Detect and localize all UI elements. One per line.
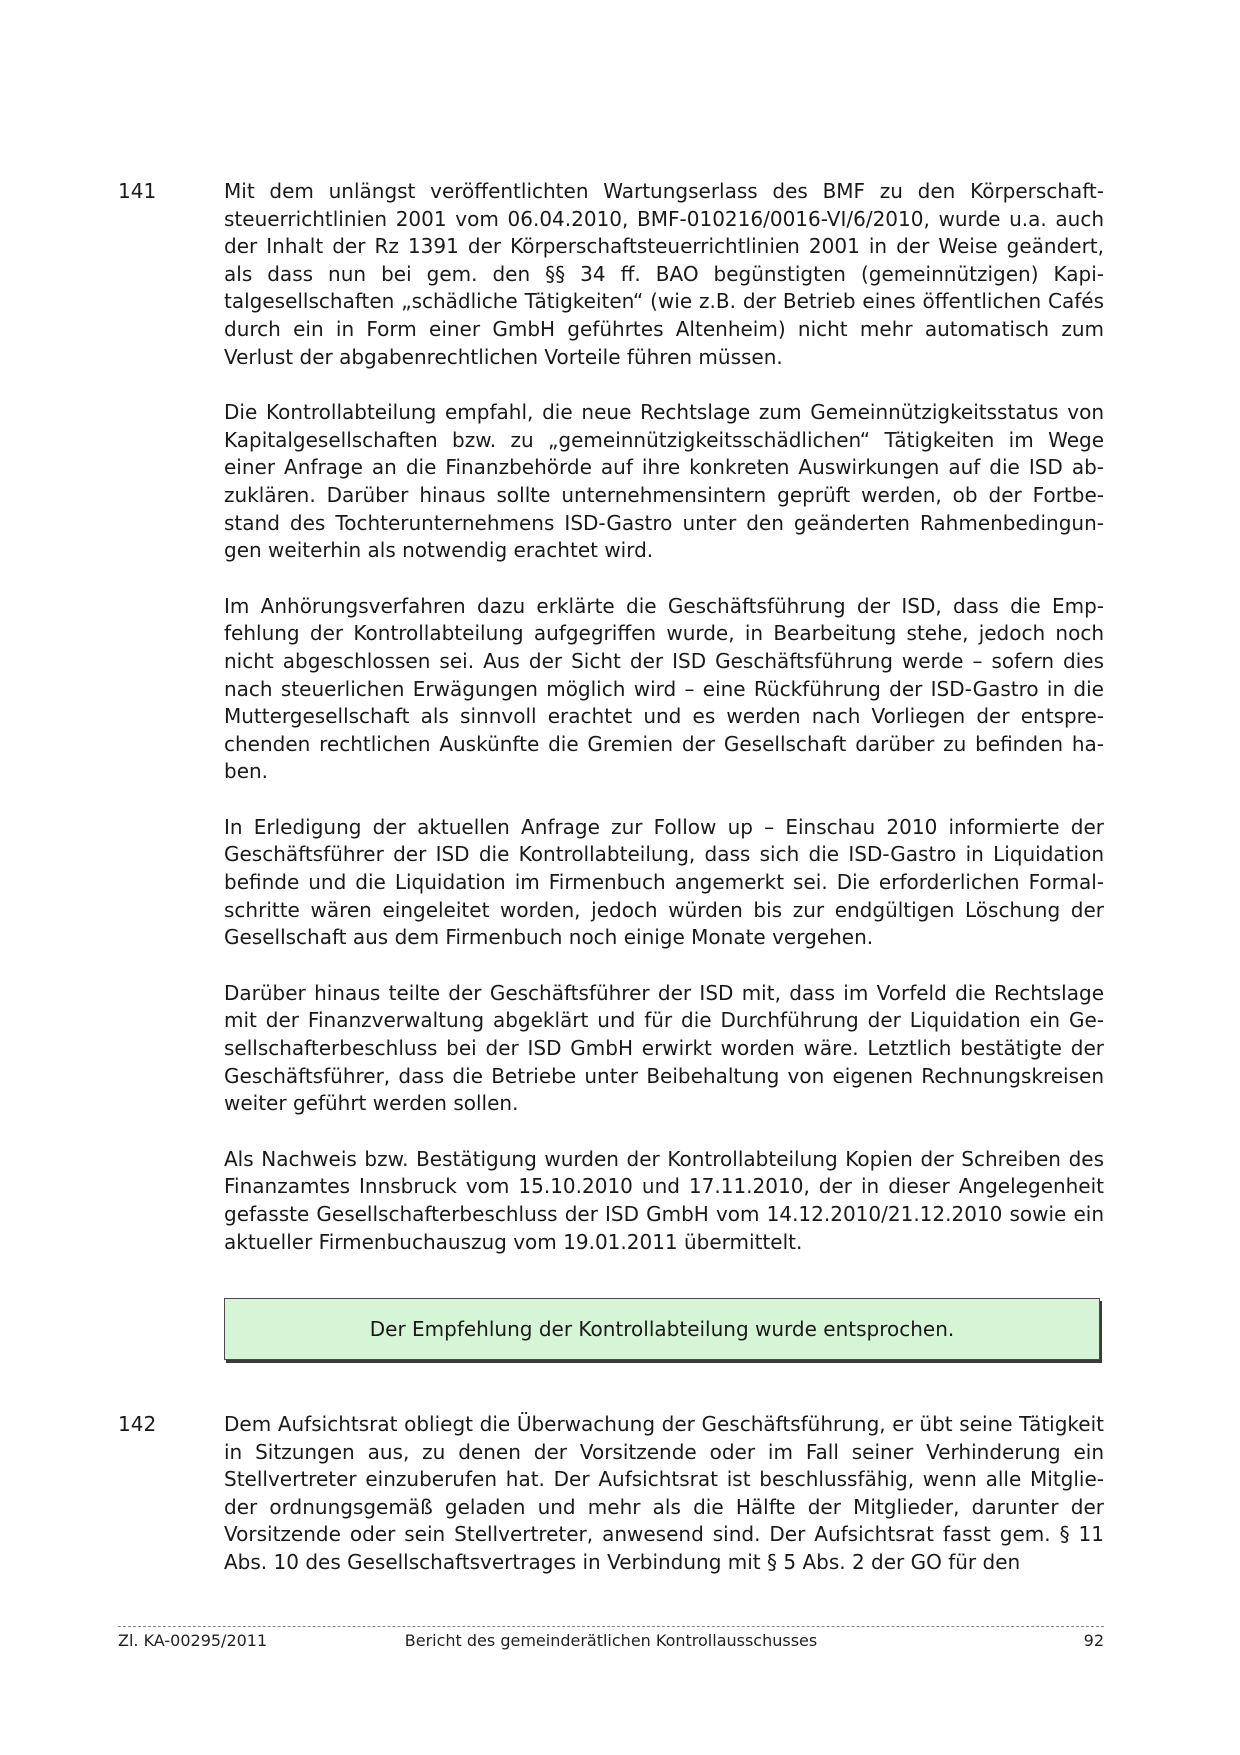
paragraph: Die Kontrollabteilung empfahl, die neue Rechtslage zum Gemeinnützigkeitsstatus von Kapitalgesellschaften bzw. zu „gemeinnützigkeitsschädlichen“ Tätigkeiten im Wege einer Anfrage an die Finanzbehörde auf ihre konkreten Auswirkungen auf die ISD abzuklären. Darüber hinaus sollte unternehmensintern geprüft werden, ob der Fortbestand des Tochterunternehmens ISD-Gastro unter den geänderten Rahmenbedingungen weiterhin als notwendig erachtet wird. (224, 400, 1104, 563)
paragraph: Mit dem unlängst veröffentlichten Wartungserlass des BMF zu den Körperschaftsteuerrichtlinien 2001 vom 06.04.2010, BMF-010216/0016-VI/6/2010, wurde u.a. auch der Inhalt der Rz 1391 der Körperschaftsteuerrichtlinien 2001 in der Weise geändert, als dass nun bei gem. den §§ 34 ff. BAO begünstigten (gemeinnützigen) Kapitalgesellschaften „schädliche Tätigkeiten“ (wie z.B. der Betrieb eines öffentlichen Cafés durch ein in Form einer GmbH geführtes Altenheim) nicht mehr automatisch zum Verlust der abgabenrechtlichen Vorteile führen müssen. (224, 179, 1104, 369)
paragraph: Darüber hinaus teilte der Geschäftsführer der ISD mit, dass im Vorfeld die Rechtslage mit der Finanzverwaltung abgeklärt und für die Durchführung der Liquidation ein Gesellschafterbeschluss bei der ISD GmbH erwirkt worden wäre. Letztlich bestätigte der Geschäftsführer, dass die Betriebe unter Beibehaltung von eigenen Rechnungskreisen weiter geführt werden sollen. (224, 980, 1104, 1116)
page-number: 92 (1083, 1631, 1104, 1650)
paragraph: Als Nachweis bzw. Bestätigung wurden der Kontrollabteilung Kopien der Schreiben des Finanzamtes Innsbruck vom 15.10.2010 und 17.11.2010, der in dieser Angelegenheit gefasste Gesellschafterbeschluss der ISD GmbH vom 14.12.2010/21.12.2010 sowie ein aktueller Firmenbuchauszug vom 19.01.2011 übermittelt. (224, 1146, 1104, 1254)
section-141 (118, 178, 1104, 1256)
recommendation-status-text: Der Empfehlung der Kontrollabteilung wurde entsprochen. (369, 1317, 955, 1341)
section-body (224, 1411, 1104, 1577)
section-142 (118, 1411, 1104, 1577)
recommendation-status-box (224, 1298, 1100, 1360)
section-number: 141 (118, 179, 157, 203)
section-number: 142 (118, 1412, 157, 1436)
paragraph: Dem Aufsichtsrat obliegt die Überwachung der Geschäftsführung, er übt seine Tätigkeit in Sitzungen aus, zu denen der Vorsitzende oder im Fall seiner Verhinderung ein Stellvertreter einzuberufen hat. Der Aufsichtsrat ist beschlussfähig, wenn alle Mitglieder ordnungsgemäß geladen und mehr als die Hälfte der Mitglieder, darunter der Vorsitzende oder sein Stellvertreter, anwesend sind. Der Aufsichtsrat fasst gem. § 11 Abs. 10 des Gesellschaftsvertrages in Verbindung mit § 5 Abs. 2 der GO für den (224, 1412, 1104, 1574)
footer-divider (118, 1626, 1104, 1627)
paragraph: Im Anhörungsverfahren dazu erklärte die Geschäftsführung der ISD, dass die Empfehlung der Kontrollabteilung aufgegriffen wurde, in Bearbeitung stehe, jedoch noch nicht abgeschlossen sei. Aus der Sicht der ISD Geschäftsführung werde – sofern dies nach steuerlichen Erwägungen möglich wird – eine Rückführung der ISD-Gastro in die Muttergesellschaft als sinnvoll erachtet und es werden nach Vorliegen der entsprechenden rechtlichen Auskünfte die Gremien der Gesellschaft darüber zu befinden haben. (224, 593, 1104, 784)
section-body (224, 178, 1104, 1256)
page-footer (118, 1630, 1104, 1654)
footer-reference: Zl. KA-00295/2011 (118, 1631, 268, 1650)
paragraph: In Erledigung der aktuellen Anfrage zur Follow up – Einschau 2010 informierte der Geschäftsführer der ISD die Kontrollabteilung, dass sich die ISD-Gastro in Liquidation befinde und die Liquidation im Firmenbuch angemerkt sei. Die erforderlichen Formalschritte wären eingeleitet worden, jedoch würden bis zur endgültigen Löschung der Gesellschaft aus dem Firmenbuch noch einige Monate vergehen. (224, 814, 1104, 950)
footer-title: Bericht des gemeinderätlichen Kontrollausschusses (404, 1631, 818, 1650)
